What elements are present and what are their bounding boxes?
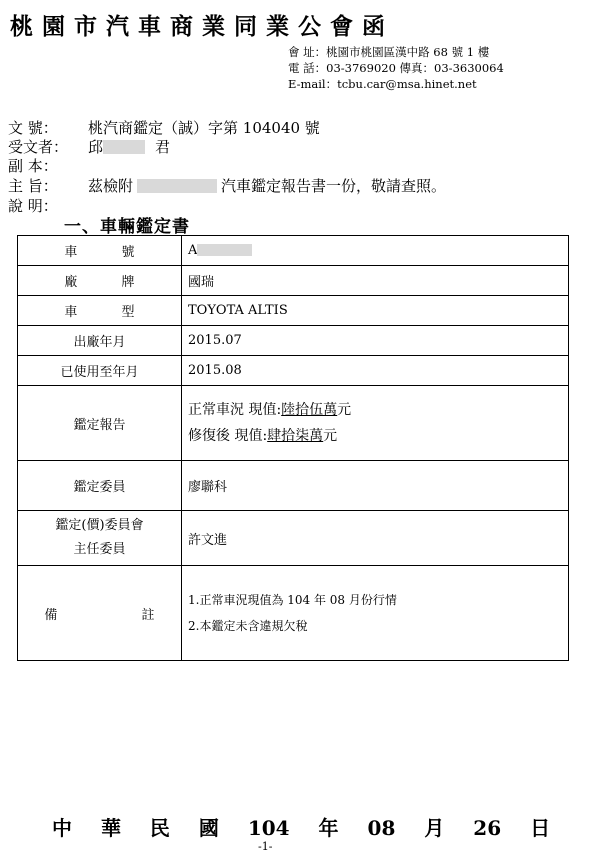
table-row [18, 461, 569, 511]
ref-value: 桃汽商鑑定（誠）字第 104040 號 [88, 119, 320, 137]
cc-label: 副 本： [8, 157, 58, 175]
report-line-normal: 正常車況 現值:陸拾伍萬元 [188, 402, 352, 418]
section-title: 一、車輛鑑定書 [64, 217, 190, 237]
table-row [18, 326, 569, 356]
normal-value-amount: 陸拾伍萬 [281, 402, 338, 418]
phone-fax-line: 電 話：03-3769020 傳真：03-3630064 [288, 61, 504, 75]
table-row [18, 566, 569, 661]
remark-1: 1.正常車況現值為 104 年 08 月份行情 [188, 593, 397, 607]
used-label: 已使用至年月 [18, 356, 182, 386]
subject-suffix: 汽車鑑定報告書一份，敬請查照。 [221, 177, 447, 195]
appraisal-table [17, 235, 569, 661]
mfg-value: 2015.07 [182, 326, 569, 356]
table-row [18, 236, 569, 266]
table-row [18, 266, 569, 296]
committee-value: 廖聯科 [182, 461, 569, 511]
model-value: TOYOTA ALTIS [182, 296, 569, 326]
brand-label: 廠 牌 [18, 266, 182, 296]
org-title: 桃園市汽車商業同業公會函 [10, 13, 394, 40]
redaction-block [197, 244, 252, 256]
address-line: 會 址：桃園市桃園區漢中路 68 號 1 樓 [288, 45, 490, 59]
plate-value: A [182, 236, 569, 266]
chair-label: 鑑定(價)委員會 主任委員 [18, 511, 182, 566]
recipient-label: 受文者： [8, 138, 69, 156]
ref-label: 文 號： [8, 119, 58, 137]
redaction-block [103, 140, 145, 154]
table-row [18, 386, 569, 461]
model-label: 車 型 [18, 296, 182, 326]
used-value: 2015.08 [182, 356, 569, 386]
mfg-label: 出廠年月 [18, 326, 182, 356]
remark-2: 2.本鑑定未含違規欠稅 [188, 619, 308, 633]
report-value [182, 386, 569, 461]
subject-label: 主 旨： [8, 177, 58, 195]
email-line: E-mail：tcbu.car@msa.hinet.net [288, 77, 477, 91]
subject-prefix: 茲檢附 [88, 177, 134, 195]
remarks-label: 備 註 [18, 566, 182, 661]
committee-label: 鑑定委員 [18, 461, 182, 511]
chair-value: 許文進 [182, 511, 569, 566]
issue-date: 中 華 民 國 104 年 08 月 26 日 [52, 816, 551, 840]
repaired-value-amount: 肆拾柒萬 [267, 428, 324, 444]
table-row [18, 511, 569, 566]
remarks-value [182, 566, 569, 661]
recipient-prefix: 邱 [88, 138, 104, 156]
recipient-value [88, 136, 170, 157]
brand-value: 國瑞 [182, 266, 569, 296]
table-row [18, 296, 569, 326]
report-label: 鑑定報告 [18, 386, 182, 461]
note-label: 說 明： [8, 197, 58, 215]
table-row [18, 356, 569, 386]
page-number: -1- [258, 840, 273, 853]
report-line-repaired: 修復後 現值:肆拾柒萬元 [188, 428, 338, 444]
plate-label: 車 號 [18, 236, 182, 266]
redaction-block [137, 179, 217, 193]
subject-value [88, 175, 446, 196]
recipient-suffix: 君 [155, 138, 171, 156]
